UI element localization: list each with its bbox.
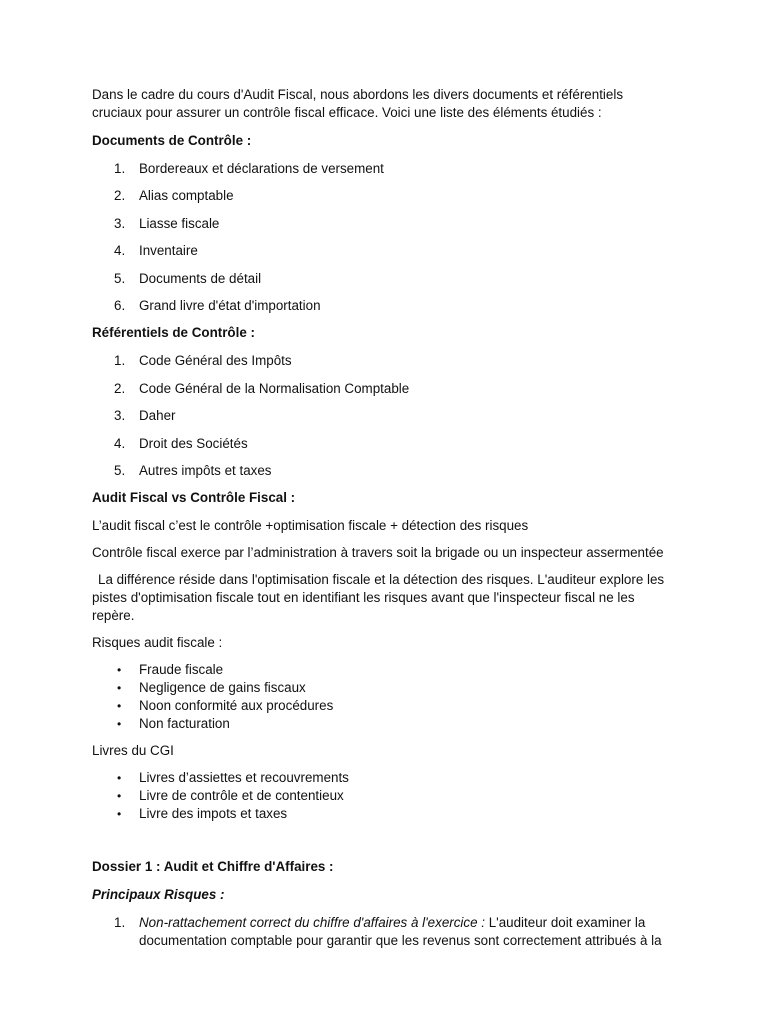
bullet-icon: • <box>117 789 122 804</box>
list-item <box>92 407 676 425</box>
bullet-icon: • <box>117 771 122 786</box>
item-number: 5. <box>114 270 126 286</box>
item-number: 1. <box>114 353 126 369</box>
list-item <box>92 769 676 787</box>
dossier1-heading: Dossier 1 : Audit et Chiffre d'Affaires : <box>92 859 334 875</box>
item-text: Alias comptable <box>139 188 234 204</box>
bullet-icon: • <box>117 681 122 696</box>
livres-label: Livres du CGI <box>92 743 174 759</box>
bullet-icon: • <box>117 699 122 714</box>
list-item <box>92 805 676 823</box>
item-title: Non-rattachement correct du chiffre d'affaires à l'exercice : <box>139 915 485 931</box>
list-item <box>92 661 676 679</box>
dossier1-list <box>92 914 676 950</box>
bullet-icon: • <box>117 663 122 678</box>
list-item <box>92 270 676 288</box>
definition-controle: Contrôle fiscal exerce par l’administration à travers soit la brigade ou un inspecteur assermentée <box>92 545 664 561</box>
item-text: Livres d’assiettes et recouvrements <box>139 770 349 786</box>
item-text: Droit des Sociétés <box>139 435 248 451</box>
list-item <box>92 352 676 370</box>
item-number: 4. <box>114 243 126 259</box>
item-text: L'auditeur doit examiner la documentation comptable pour garantir que les revenus sont correctement attribués à la <box>139 915 662 949</box>
list-item <box>92 697 676 715</box>
list-item <box>92 462 676 480</box>
item-body <box>139 914 676 950</box>
difference-paragraph: La différence réside dans l'optimisation fiscale et la détection des risques. L'auditeur explore les pistes d'optimisation fiscale tout en identifiant les risques avant que l'inspecteur fiscal ne les repère. <box>92 572 665 624</box>
item-number: 1. <box>114 161 126 176</box>
bullet-icon: • <box>117 717 122 732</box>
list-item <box>92 297 676 315</box>
item-text: Negligence de gains fiscaux <box>139 680 306 696</box>
item-text: Code Général des Impôts <box>139 353 292 369</box>
item-text: Non facturation <box>139 716 230 732</box>
list-item <box>92 215 676 233</box>
list-item <box>92 380 676 398</box>
risques-list <box>92 661 676 733</box>
list-item <box>92 715 676 733</box>
item-number: 3. <box>114 215 126 231</box>
list-item <box>92 679 676 697</box>
item-number: 3. <box>114 408 126 424</box>
item-number: 6. <box>114 297 126 313</box>
section-spacer <box>92 832 676 858</box>
principaux-risques-heading: Principaux Risques : <box>92 887 225 903</box>
item-number: 4. <box>114 435 126 451</box>
documents-list <box>92 160 676 315</box>
definition-audit: L’audit fiscal c’est le contrôle +optimisation fiscale + détection des risques <box>92 518 529 534</box>
item-text: Autres impôts et taxes <box>139 462 272 478</box>
item-number: 5. <box>114 462 126 478</box>
risques-label: Risques audit fiscale : <box>92 635 223 651</box>
list-item <box>92 914 676 950</box>
list-item <box>92 435 676 453</box>
item-text: Grand livre d'état d'importation <box>139 297 321 313</box>
item-text: Inventaire <box>139 243 198 259</box>
item-text: Daher <box>139 408 176 424</box>
referentiels-heading: Référentiels de Contrôle : <box>92 325 255 341</box>
documents-heading: Documents de Contrôle : <box>92 133 252 148</box>
item-number: 1. <box>114 915 126 931</box>
item-text: Livre des impots et taxes <box>139 806 288 822</box>
referentiels-list <box>92 352 676 480</box>
list-item <box>92 242 676 260</box>
item-number: 2. <box>114 188 126 204</box>
item-text: Fraude fiscale <box>139 662 224 678</box>
item-text: Noon conformité aux procédures <box>139 698 334 714</box>
list-item <box>92 787 676 805</box>
audit-vs-controle-heading: Audit Fiscal vs Contrôle Fiscal : <box>92 490 296 506</box>
list-item <box>92 187 676 205</box>
list-item <box>92 160 676 178</box>
intro-paragraph: Dans le cadre du cours d'Audit Fiscal, nous abordons les divers documents et référentiels cruciaux pour assurer un contrôle fiscal efficace. Voici une liste des éléments étudiés : <box>92 87 624 120</box>
livres-list <box>92 769 676 823</box>
item-text: Livre de contrôle et de contentieux <box>139 788 344 804</box>
bullet-icon: • <box>117 807 122 822</box>
item-number: 2. <box>114 380 126 396</box>
item-text: Code Général de la Normalisation Comptable <box>139 380 410 396</box>
item-text: Bordereaux et déclarations de versement <box>139 161 384 176</box>
item-text: Liasse fiscale <box>139 215 220 231</box>
item-text: Documents de détail <box>139 270 262 286</box>
